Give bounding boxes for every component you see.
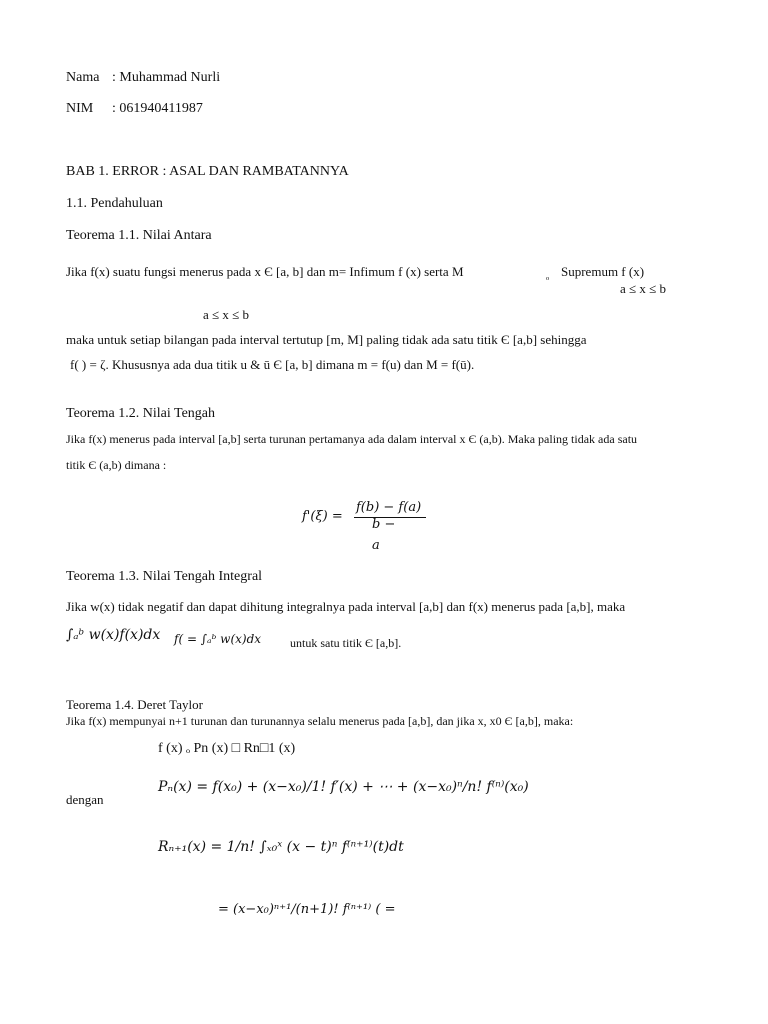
nim-value: : 061940411987 bbox=[112, 101, 203, 116]
mean-value-lhs: f'(ξ) = bbox=[302, 509, 343, 524]
dengan-label: dengan bbox=[66, 792, 104, 807]
infimum-subscript: a ≤ x ≤ b bbox=[203, 307, 250, 322]
teorema-1-3-line1: Jika w(x) tidak negatif dan dapat dihitung integralnya pada interval [a,b] dan f(x) menerus pada [a,b], maka bbox=[66, 599, 626, 614]
mean-value-denominator-a: a bbox=[372, 538, 380, 553]
taylor-polynomial-formula: Pₙ(x) = f(x₀) + (x−x₀)/1! f′(x) + ⋯ + (x−x₀)ⁿ/n! f⁽ⁿ⁾(x₀) bbox=[158, 779, 529, 795]
integral-mid: f( = ∫ₐᵇ w(x)dx bbox=[174, 632, 262, 646]
teorema-1-1-line2: maka untuk setiap bilangan pada interval tertutup [m, M] paling tidak ada satu titik Є [a,b] sehingga bbox=[66, 332, 587, 347]
integral-tail: untuk satu titik Є [a,b]. bbox=[290, 636, 402, 650]
teorema-1-2-title: Teorema 1.2. Nilai Tengah bbox=[66, 406, 216, 421]
nama-label: Nama bbox=[66, 70, 100, 85]
integral-left: ∫ₐᵇ w(x)f(x)dx bbox=[66, 627, 161, 643]
teorema-1-4-title: Teorema 1.4. Deret Taylor bbox=[66, 697, 203, 712]
teorema-1-2-line2: titik Є (a,b) dimana : bbox=[66, 458, 167, 472]
nama-value: : Muhammad Nurli bbox=[112, 70, 221, 85]
teorema-1-1-title: Teorema 1.1. Nilai Antara bbox=[66, 228, 212, 243]
teorema-1-1-line1: Jika f(x) suatu fungsi menerus pada x Є [a, b] dan m= Infimum f (x) serta M bbox=[66, 264, 464, 279]
teorema-1-3-title: Teorema 1.3. Nilai Tengah Integral bbox=[66, 569, 263, 584]
supremum-subscript: a ≤ x ≤ b bbox=[620, 281, 667, 296]
taylor-relation: f (x) ₒ Pn (x) □ Rn□1 (x) bbox=[158, 741, 296, 756]
section-heading: 1.1. Pendahuluan bbox=[66, 196, 163, 211]
teorema-1-2-line1: Jika f(x) menerus pada interval [a,b] serta turunan pertamanya ada dalam interval x Є (a,b). Maka paling tidak ada satu bbox=[66, 432, 638, 446]
taylor-remainder-formula-2: = (x−x₀)ⁿ⁺¹/(n+1)! f⁽ⁿ⁺¹⁾ ( = bbox=[218, 902, 396, 917]
mean-value-numerator: f(b) − f(a) bbox=[356, 500, 422, 515]
chapter-title: BAB 1. ERROR : ASAL DAN RAMBATANNYA bbox=[66, 164, 349, 179]
nim-label: NIM bbox=[66, 101, 94, 116]
mean-value-denominator: b − bbox=[372, 517, 396, 532]
teorema-1-1-line1-supremum: Supremum f (x) bbox=[561, 264, 645, 279]
teorema-1-4-line1: Jika f(x) mempunyai n+1 turunan dan turunannya selalu menerus pada [a,b], dan jika x, x0 Є [a,b], maka: bbox=[66, 714, 574, 728]
teorema-1-1-line3: f( ) = ζ. Khususnya ada dua titik u & ū Є [a, b] dimana m = f(u) dan M = f(ū). bbox=[70, 357, 475, 372]
sub-symbol: ₒ bbox=[546, 270, 550, 282]
taylor-remainder-formula: Rₙ₊₁(x) = 1/n! ∫ₓ₀ˣ (x − t)ⁿ f⁽ⁿ⁺¹⁾(t)dt bbox=[158, 839, 404, 855]
